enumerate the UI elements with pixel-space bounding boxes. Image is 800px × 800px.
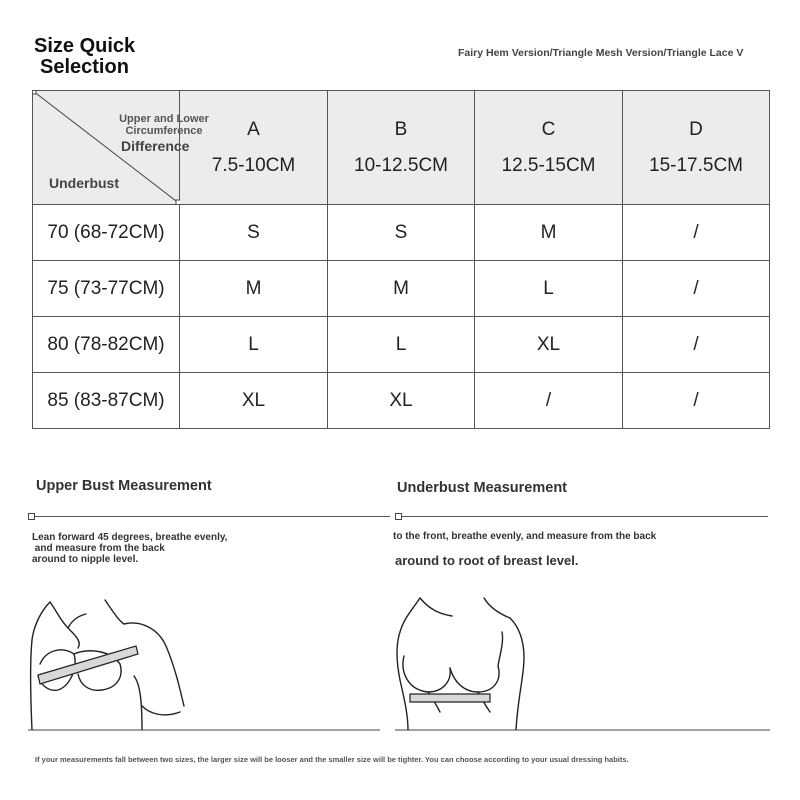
footer-note: If your measurements fall between two sizes, the larger size will be looser and the smaller size will be tighter. You can choose according to your usual dressing habits. — [35, 755, 629, 764]
upper-bust-rule-marker — [28, 513, 35, 520]
table-header-row — [33, 91, 770, 205]
column-header-c — [475, 91, 623, 205]
column-letter: A — [247, 118, 260, 140]
column-header-d — [623, 91, 770, 205]
table-row — [33, 373, 770, 429]
size-cell: / — [623, 261, 770, 317]
column-range: 7.5-10CM — [211, 154, 296, 176]
size-cell: S — [328, 205, 475, 261]
column-letter: C — [541, 118, 556, 140]
column-range: 10-12.5CM — [354, 154, 448, 176]
underbust-rule-marker — [395, 513, 402, 520]
column-letter: B — [394, 118, 408, 140]
size-cell: M — [180, 261, 328, 317]
size-cell: / — [623, 373, 770, 429]
measurement-illustrations — [0, 580, 800, 740]
corner-underbust-label: Underbust — [49, 175, 119, 191]
size-cell: L — [180, 317, 328, 373]
upper-bust-title: Upper Bust Measurement — [36, 478, 212, 494]
underbust-note-line-2: around to root of breast level. — [395, 553, 579, 568]
underbust-note-line-1: to the front, breathe evenly, and measure from the back — [393, 531, 657, 542]
table-row — [33, 317, 770, 373]
size-cell: XL — [180, 373, 328, 429]
column-range: 12.5-15CM — [501, 154, 596, 176]
underbust-tape — [410, 694, 490, 702]
size-cell: XL — [328, 373, 475, 429]
upper-bust-rule — [32, 516, 390, 517]
upper-bust-note-line: Lean forward 45 degrees, breathe evenly, — [32, 532, 228, 543]
size-cell: XL — [475, 317, 623, 373]
size-cell: M — [475, 205, 623, 261]
row-label: 80 (78-82CM) — [33, 317, 180, 373]
column-letter: D — [689, 118, 703, 140]
row-label: 70 (68-72CM) — [33, 205, 180, 261]
corner-difference-label: Difference — [121, 138, 190, 154]
table-row — [33, 205, 770, 261]
underbust-figure-illustration — [397, 598, 524, 730]
underbust-rule — [398, 516, 768, 517]
column-header-a — [180, 91, 328, 205]
column-range: 15-17.5CM — [649, 154, 743, 176]
row-label: 75 (73-77CM) — [33, 261, 180, 317]
title-line-2: Selection — [40, 56, 129, 78]
size-cell: L — [475, 261, 623, 317]
title-line-1: Size Quick — [34, 35, 136, 57]
upper-bust-note — [32, 532, 227, 565]
size-cell: S — [180, 205, 328, 261]
table-row — [33, 261, 770, 317]
size-table — [32, 90, 770, 429]
upper-bust-figure-illustration — [31, 600, 185, 730]
upper-bust-note-line: around to nipple level. — [32, 554, 139, 565]
size-cell: M — [328, 261, 475, 317]
column-header-b — [328, 91, 475, 205]
page-title — [34, 36, 135, 78]
size-cell: L — [328, 317, 475, 373]
size-cell: / — [623, 205, 770, 261]
underbust-title: Underbust Measurement — [397, 480, 568, 496]
row-label: 85 (83-87CM) — [33, 373, 180, 429]
table-corner-cell — [33, 91, 209, 205]
versions-label: Fairy Hem Version/Triangle Mesh Version/Triangle Lace V — [458, 47, 744, 59]
upper-bust-note-line: and measure from the back — [32, 543, 165, 554]
size-cell: / — [623, 317, 770, 373]
corner-upper-lower-label: Upper and Lower Circumference — [119, 113, 209, 137]
size-cell: / — [475, 373, 623, 429]
